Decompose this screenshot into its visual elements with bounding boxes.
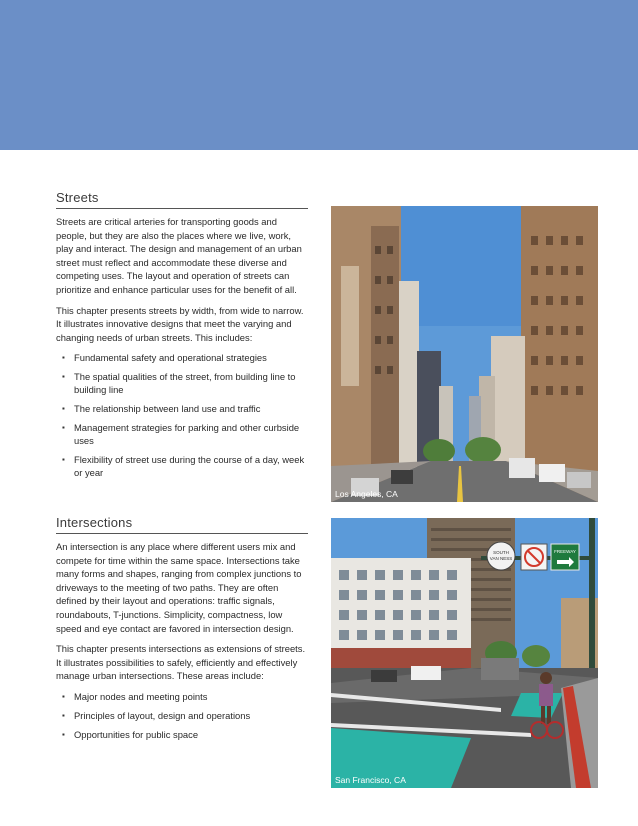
list-item: ▪ Flexibility of street use during the course of a day, week or year [56, 453, 308, 479]
list-item: ▪ Fundamental safety and operational strategies [56, 351, 308, 364]
sign-text-van-ness: VAN NESS [489, 556, 513, 561]
streets-section [56, 190, 308, 485]
list-item: ▪ The spatial qualities of the street, from building line to building line [56, 370, 308, 396]
header-banner [0, 0, 638, 150]
streets-heading: Streets [56, 190, 308, 209]
intersections-heading: Intersections [56, 515, 308, 534]
intersections-paragraph-2: This chapter presents intersections as extensions of streets. It illustrates possibilities to safely, efficiently and effectively manage urban intersections. These areas include: [56, 643, 306, 682]
list-item: ▪ The relationship between land use and traffic [56, 402, 308, 415]
sign-text-freeway: FREEWAY [554, 549, 576, 554]
photo-caption-san-francisco: San Francisco, CA [335, 775, 406, 785]
los-angeles-street-photo [331, 206, 598, 502]
intersections-section [56, 515, 308, 747]
photo-caption-los-angeles: Los Angeles, CA [335, 489, 398, 499]
list-item: ▪ Major nodes and meeting points [56, 690, 308, 703]
streets-paragraph-2: This chapter presents streets by width, from wide to narrow. It illustrates innovative designs that meet the varying and changing needs of urban streets. This includes: [56, 304, 304, 343]
intersections-paragraph-1: An intersection is any place where different users mix and compete for time within the same space. Intersections take many forms and shapes, ranging from complex junctions to driveways to the meeting of two paths. They are often defined by their layout and operations: traffic signals, roundabouts, T-junctions. Simplicity, compactness, low speed and eye contact are favored in intersection design. [56, 541, 302, 634]
san-francisco-intersection-photo [331, 518, 598, 788]
sign-text-south: SOUTH [493, 550, 509, 555]
streets-paragraph-1: Streets are critical arteries for transporting goods and people, but they are also the places where we live, work, play and interact. The design and management of an urban street must reflect and accommodate these diverse and competing uses. The layout and operation of streets can prioritize and enhance particular uses for the benefit of all. [56, 216, 302, 295]
list-item: ▪ Management strategies for parking and other curbside uses [56, 421, 308, 447]
list-item: ▪ Principles of layout, design and operations [56, 709, 308, 722]
streets-bullet-list [56, 351, 308, 479]
list-item: ▪ Opportunities for public space [56, 728, 308, 741]
intersections-bullet-list [56, 690, 308, 741]
